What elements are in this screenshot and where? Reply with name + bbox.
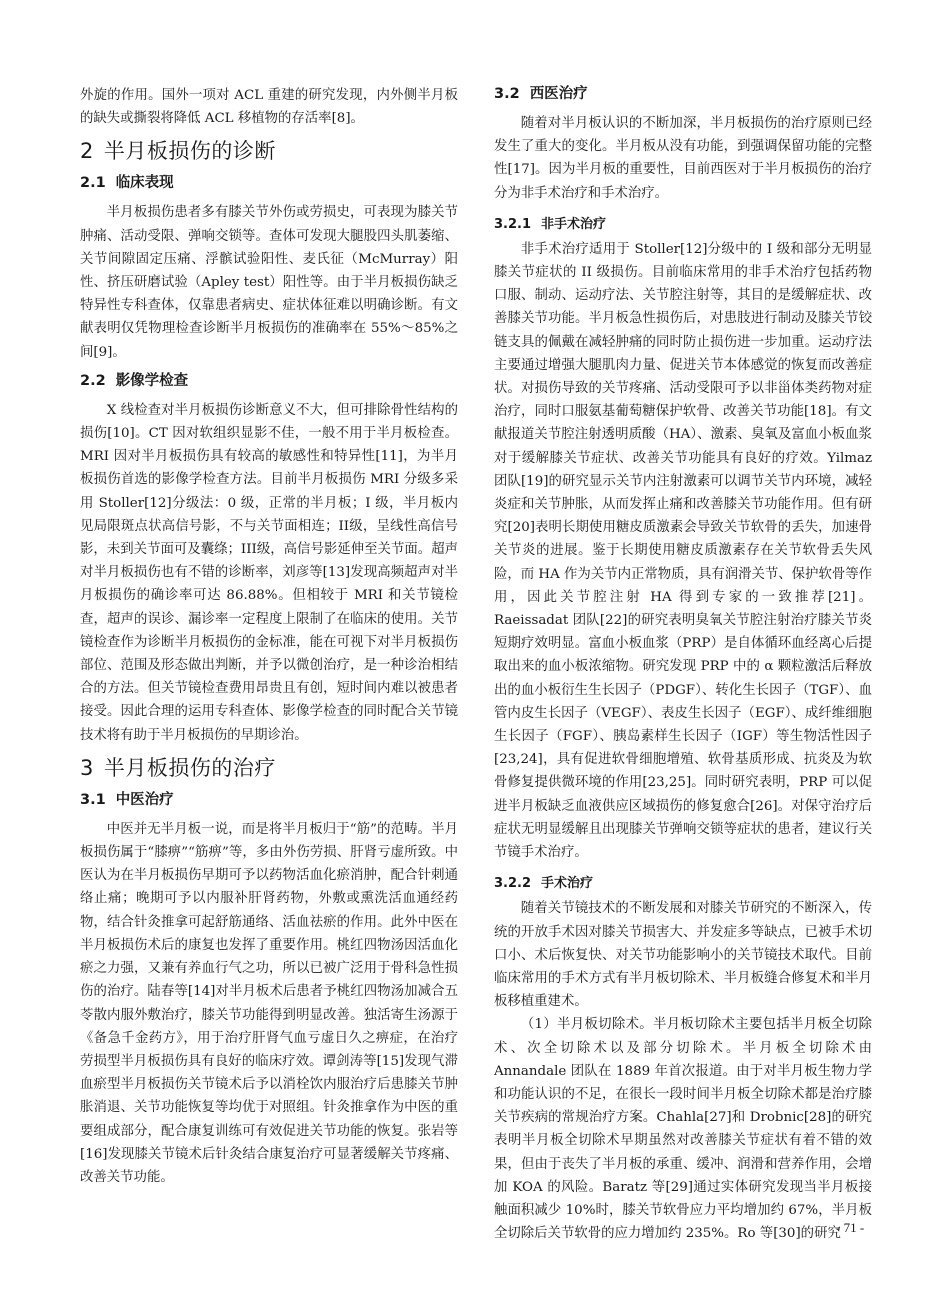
- section-number: 3.2.1: [494, 216, 532, 232]
- page-number: - 71 -: [836, 1220, 865, 1235]
- section-2-1-heading: [80, 173, 458, 193]
- section-title: 影像学检查: [115, 372, 189, 389]
- section-title: 半月板损伤的治疗: [103, 755, 276, 780]
- section-number: 2: [80, 139, 94, 164]
- paragraph-intro-continued: 外旋的作用。国外一项对 ACL 重建的研究发现，内外侧半月板的缺失或撕裂将降低 ACL 移植物的存活率[8]。: [80, 88, 458, 127]
- section-3-2-heading: [494, 84, 872, 104]
- paragraph-clinical-manifestation: 半月板损伤患者多有膝关节外伤或劳损史，可表现为膝关节肿痛、活动受限、弹响交锁等。查体可发现大腿股四头肌萎缩、关节间隙固定压痛、浮髌试验阳性、麦氏征（McMurray）阳性、挤压研磨试验（Apley test）阳性等。由于半月板损伤缺乏特异性专科查体，仅靠患者病史、症状体征难以明确诊断。有文献表明仅凭物理检查诊断半月板损伤的准确率在 55%～85%之间[9]。: [80, 205, 458, 360]
- left-column: [80, 84, 458, 1189]
- paragraph-surgical-intro: 随着关节镜技术的不断发展和对膝关节研究的不断深入，传统的开放手术因对膝关节损害大、并发症多等缺点，已被手术切口小、术后恢复快、对关节功能影响小的关节镜技术取代。目前临床常用的手术方式有半月板切除术、半月板缝合修复术和半月板移植重建术。: [494, 901, 872, 1010]
- section-2-2-heading: [80, 371, 458, 391]
- paragraph-western-treatment: 随着对半月板认识的不断加深，半月板损伤的治疗原则已经发生了重大的变化。半月板从没有功能，到强调保留功能的完整性[17]。因为半月板的重要性，目前西医对于半月板损伤的治疗分为非手术治疗和手术治疗。: [494, 116, 872, 201]
- section-3-2-2-heading: [494, 874, 872, 894]
- paragraph-meniscectomy: （1）半月板切除术。半月板切除术主要包括半月板全切除术、次全切除术以及部分切除术。半月板全切除术由 Annandale 团队在 1889 年首次报道。由于对半月板生物力学和功能认识的不足，在很长一段时间半月板全切除术都是治疗膝关节疾病的常规治疗方案。Chahla[27]和 Drobnic[28]的研究表明半月板全切除术早期虽然对改善膝关节症状有着不错的效果，但由于丧失了半月板的承重、缓冲、润滑和营养作用，会增加 KOA 的风险。Baratz 等[29]通过实体研究发现当半月板接触面积减少 10%时，膝关节软骨应力平均增加约 67%，半月板全切除后关节软骨的应力增加约 235%。Ro 等[30]的研究: [494, 1017, 872, 1242]
- right-column: [494, 84, 872, 1245]
- section-title: 半月板损伤的诊断: [103, 139, 276, 164]
- section-number: 3: [80, 755, 94, 780]
- section-title: 临床表现: [115, 175, 174, 192]
- section-number: 2.2: [80, 372, 106, 389]
- section-2-heading: [80, 136, 458, 166]
- section-title: 西医治疗: [529, 86, 588, 102]
- section-title: 非手术治疗: [541, 216, 607, 232]
- section-3-1-heading: [80, 790, 458, 810]
- paragraph-imaging: X 线检查对半月板损伤诊断意义不大，但可排除骨性结构的损伤[10]。CT 因对软组织显影不佳，一般不用于半月板检查。MRI 因对半月板损伤具有较高的敏感性和特异性[11]，为半月板损伤首选的影像学检查方法。目前半月板损伤 MRI 分级多采用 Stoller[12]分级法：0 级，正常的半月板；I 级，半月板内见局限斑点状高信号影，不与关节面相连；II级，呈线性高信号影，未到关节面可及囊绦；III级，高信号影延伸至关节面。超声对半月板损伤也有不错的诊断率，刘彦等[13]发现高频超声对半月板损伤的确诊率可达 86.88%。但相较于 MRI 和关节镜检查，超声的误诊、漏诊率一定程度上限制了在临床的使用。关节镜检查作为诊断半月板损伤的金标准，能在可视下对半月板损伤部位、范围及形态做出判断，并予以微创治疗，是一种诊治相结合的方法。但关节镜检查费用昂贵且有创，短时间内难以被患者接受。因此合理的运用专科查体、影像学检查的同时配合关节镜技术将有助于半月板损伤的早期诊治。: [80, 402, 458, 743]
- section-title: 手术治疗: [541, 876, 594, 892]
- paragraph-tcm-treatment: 中医并无半月板一说，而是将半月板归于“筋”的范畴。半月板损伤属于“膝痹”“筋痹”等，多由外伤劳损、肝肾亏虚所致。中医认为在半月板损伤早期可予以药物活血化瘀消肿，配合针刺通络止痛；晚期可予以内服补肝肾药物，外敷或熏洗活血通经药物，结合针灸推拿可起舒筋通络、活血祛瘀的作用。此外中医在半月板损伤术后的康复也发挥了重要作用。桃红四物汤因活血化瘀之力强，又兼有养血行气之功，所以已被广泛用于骨科急性损伤的治疗。陆春等[14]对半月板术后患者予桃红四物汤加减合五苓散内服外敷治疗，膝关节功能得到明显改善。独活寄生汤源于《备急千金药方》，用于治疗肝肾气血亏虚日久之痹症，在治疗劳损型半月板损伤具有良好的临床疗效。谭剑涛等[15]发现气滞血瘀型半月板损伤关节镜术后予以消栓饮内服治疗后患膝关节肿胀消退、关节功能恢复等均优于对照组。针灸推拿作为中医的重要组成部分，配合康复训练可有效促进关节功能的恢复。张岩等[16]发现膝关节镜术后针灸结合康复治疗可显著缓解关节疼痛、改善关节功能。: [80, 821, 458, 1185]
- paragraph-nonsurgical: 非手术治疗适用于 Stoller[12]分级中的 I 级和部分无明显膝关节症状的 II 级损伤。目前临床常用的非手术治疗包括药物口服、制动、运动疗法、关节腔注射等，其目的是缓解症状、改善膝关节功能。半月板急性损伤后，对患肢进行制动及膝关节铰链支具的佩戴在减轻肿痛的同时防止损伤进一步加重。运动疗法主要通过增强大腿肌肉力量、促进关节本体感觉的恢复而改善症状。对损伤导致的关节疼痛、活动受限可予以非甾体类药物对症治疗，同时口服氨基葡萄糖保护软骨、改善关节功能[18]。有文献报道关节腔注射透明质酸（HA）、激素、臭氧及富血小板血浆对于缓解膝关节症状、改善关节功能具有良好的疗效。Yilmaz 团队[19]的研究显示关节内注射激素可以调节关节内环境，减轻炎症和关节肿胀，从而发挥止痛和改善膝关节功能作用。但有研究[20]表明长期使用糖皮质激素会导致关节软骨的丢失，加速骨关节炎的进展。鉴于长期使用糖皮质激素存在关节软骨丢失风险，而 HA 作为关节内正常物质，具有润滑关节、保护软骨等作用，因此关节腔注射 HA 得到专家的一致推荐[21]。Raeissadat 团队[22]的研究表明臭氧关节腔注射治疗膝关节炎短期疗效明显。富血小板血浆（PRP）是自体循环血经离心后提取出来的血小板浓缩物。研究发现 PRP 中的 α 颗粒激活后释放出的血小板衍生生长因子（PDGF）、转化生长因子（TGF）、血管内皮生长因子（VEGF）、表皮生长因子（EGF）、成纤维细胞生长因子（FGF）、胰岛素样生长因子（IGF）等生物活性因子[23,24]，具有促进软骨细胞增殖、软骨基质形成、抗炎及为软骨修复提供微环境的作用[23,25]。同时研究表明，PRP 可以促进半月板缺乏血液供应区域损伤的修复愈合[26]。对保守治疗后症状无明显缓解且出现膝关节弹响交锁等症状的患者，建议行关节镜手术治疗。: [494, 241, 873, 861]
- section-title: 中医治疗: [115, 791, 174, 808]
- section-3-2-1-heading: [494, 215, 872, 235]
- section-number: 2.1: [80, 175, 106, 192]
- section-3-heading: [80, 753, 458, 783]
- section-number: 3.1: [80, 791, 106, 808]
- section-number: 3.2.2: [494, 876, 532, 892]
- section-number: 3.2: [494, 86, 520, 102]
